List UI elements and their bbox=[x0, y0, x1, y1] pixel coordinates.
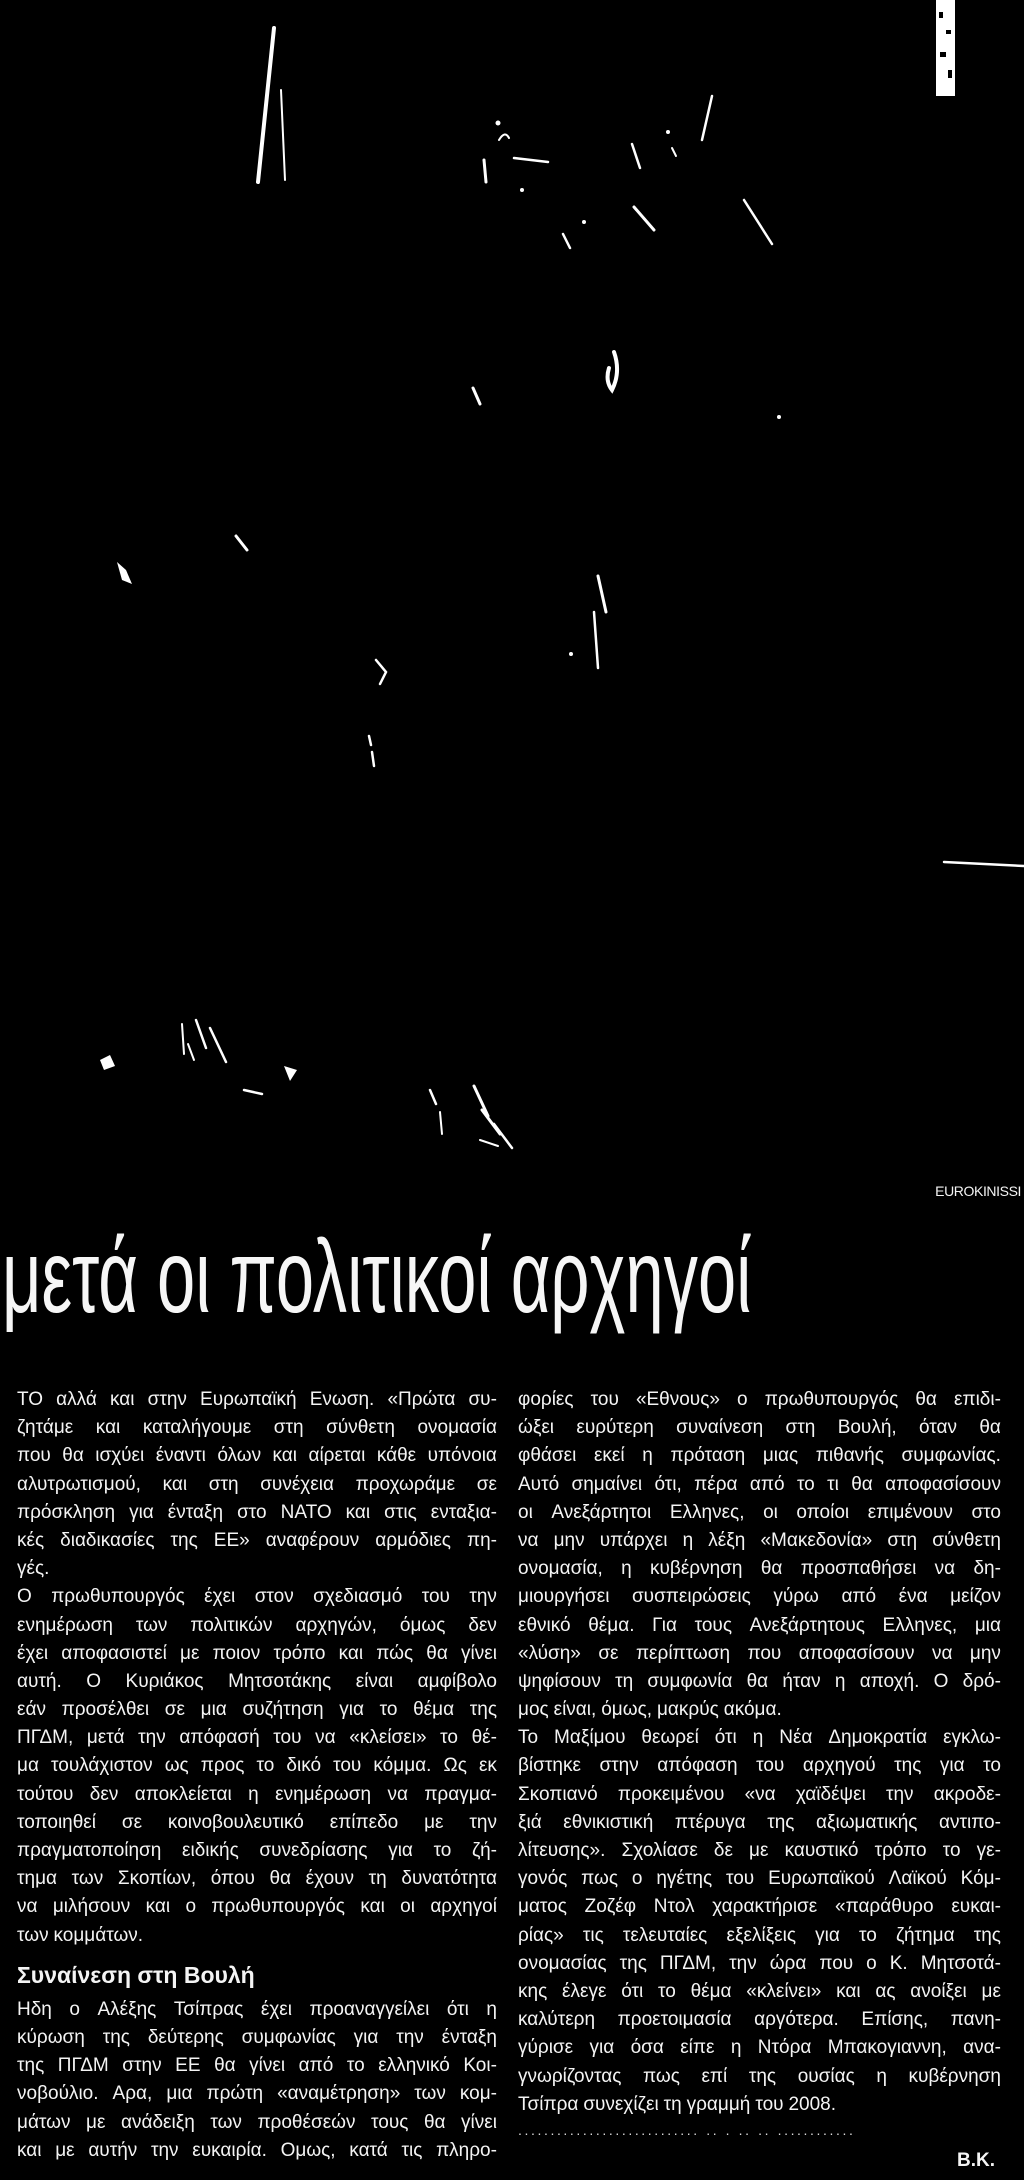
text-line: ΤΟ αλλά και στην Ευρωπαϊκή Ενωση. «Πρώτα συ- bbox=[17, 1389, 497, 1410]
text-line: κές διαδικασίες της ΕΕ» αναφέρουν αρμόδιες πη- bbox=[17, 1529, 497, 1551]
text-line: Σκοπιανό προκειμένου «να χαϊδέψει την ακροδε- bbox=[518, 1783, 1001, 1805]
paragraph bbox=[17, 1996, 497, 2165]
text-line: που θα ισχύει έναντι όλων και αίρεται κάθε υπόνοια bbox=[17, 1445, 497, 1467]
text-line: και με αυτήν την ευκαιρία. Ομως, κατά τις πληρο- bbox=[17, 2139, 497, 2161]
subhead: Συναίνεση στη Βουλή bbox=[17, 1961, 255, 1988]
text-line: οι Ανεξάρτητοι Ελληνες, οι οποίοι επιμένουν στο bbox=[518, 1501, 1001, 1523]
text-line: φθάσει εκεί η πρόταση μιας πιθανής συμφωνίας. bbox=[518, 1445, 1001, 1467]
text-line: «λύση» σε περίπτωση που αποφασίσουν να μην bbox=[518, 1642, 1001, 1664]
text-line: γονός πως ο ηγέτης του Ευρωπαϊκού Λαϊκού Κόμ- bbox=[518, 1868, 1001, 1890]
text-line: κύρωση της δεύτερης συμφωνίας για την ένταξη bbox=[17, 2026, 497, 2048]
text-line: βίστηκε στην απόφαση του αρχηγού της για το bbox=[518, 1755, 1001, 1777]
article-column-right-body bbox=[518, 1386, 1001, 2119]
text-line: τοποιηθεί σε κοινοβουλευτικό επίπεδο με την bbox=[17, 1811, 497, 1833]
text-line: λίτευσης». Σχολίασε δε με καυστικό τρόπο το γε- bbox=[518, 1840, 1001, 1861]
text-line: ενημέρωση των πολιτικών αρχηγών, όμως δεν bbox=[17, 1614, 497, 1636]
text-line: Αυτό σημαίνει ότι, πέρα από το τι θα αποφασίσουν bbox=[518, 1473, 1001, 1495]
text-line: ρίας» τις τελευταίες εξελίξεις για το ζήτημα της bbox=[518, 1924, 1001, 1946]
text-line: να μιλήσουν και ο πρωθυπουργός και οι αρχηγοί bbox=[17, 1896, 497, 1918]
paragraph bbox=[17, 1583, 497, 1949]
text-line: μα τουλάχιστον ως προς το δικό του κόμμα. Ως εκ bbox=[17, 1755, 497, 1777]
text-line: μάτων με ανάδειξη των προθέσεών τους θα γίνει bbox=[17, 2111, 497, 2133]
text-line: μος είναι, όμως, μακρύς ακόμα. bbox=[518, 1699, 782, 1721]
text-line: αυτή. Ο Κυριάκος Μητσοτάκης είναι αμφίβολο bbox=[17, 1670, 497, 1692]
paragraph bbox=[518, 1386, 1001, 1724]
text-line: γές. bbox=[17, 1558, 50, 1580]
text-line: ΠΓΔΜ, μετά την απόφασή του να «κλείσει» το θέ- bbox=[17, 1727, 497, 1749]
text-line: κης έλεγε ότι το θέμα «κλείνει» και ας ανοίξει με bbox=[518, 1980, 1001, 2002]
text-line: τούτου δεν αποκλείεται η ενημέρωση να πραγμα- bbox=[17, 1783, 497, 1805]
text-line: ώξει ευρύτερη συναίνεση στη Βουλή, όταν θα bbox=[518, 1417, 1001, 1439]
text-line: τημα των Σκοπίων, όπου θα έχουν τη δυνατότητα bbox=[17, 1868, 497, 1890]
text-line: ψηφίσουν τη συμφωνία θα ήταν η αποχή. Ο δρό- bbox=[518, 1670, 1001, 1692]
text-line: Τσίπρα συνεχίζει τη γραμμή του 2008. bbox=[518, 2093, 837, 2115]
paragraph bbox=[17, 1386, 497, 1583]
text-line: εάν προσέλθει σε μια συζήτηση για το θέμα της bbox=[17, 1699, 497, 1721]
text-line: καλύτερη προετοιμασία αργότερα. Επίσης, πανη- bbox=[518, 2009, 1001, 2031]
text-line: των κομμάτων. bbox=[17, 1924, 144, 1946]
text-line: φορίες του «Εθνους» ο πρωθυπουργός θα επιδι- bbox=[518, 1389, 1001, 1410]
photo-credit: EUROKINISSI bbox=[935, 1183, 1021, 1199]
text-line: έχει αποφασιστεί με ποιον τρόπο και πώς θα γίνει bbox=[17, 1642, 497, 1664]
text-line: Ο πρωθυπουργός έχει στον σχεδιασμό του την bbox=[17, 1586, 497, 1608]
text-line: ονομασίας της ΠΓΔΜ, την ώρα που ο Κ. Μητσοτά- bbox=[518, 1952, 1001, 1974]
headline: μετά οι πολιτικοί αρχηγοί bbox=[2, 1219, 752, 1335]
text-line: αλυτρωτισμού, και στη συνέχεια προχωράμε σε bbox=[17, 1473, 497, 1495]
dotted-separator: ............................ .. . .. .. ............ bbox=[518, 2121, 856, 2138]
text-line: γνωρίζοντας πως επί της ουσίας η κυβέρνηση bbox=[518, 2065, 1001, 2087]
text-line: πραγματοποίηση ειδικής συνεδρίασης για το ζή- bbox=[17, 1840, 497, 1861]
text-line: να μην υπάρχει η λέξη «Μακεδονία» στη σύνθετη bbox=[518, 1529, 1001, 1551]
article-column-left bbox=[17, 1386, 497, 2165]
text-line: ζητάμε και καταλήγουμε στη σύνθετη ονομασία bbox=[17, 1417, 497, 1439]
text-line: ξιά εθνικιστική πτέρυγα της αξιωματικής αντιπο- bbox=[518, 1811, 1001, 1833]
paragraph bbox=[518, 1724, 1001, 2119]
text-line: Ηδη ο Αλέξης Τσίπρας έχει προαναγγείλει ότι η bbox=[17, 1998, 497, 2020]
text-line: ονομασία, η κυβέρνηση θα προσπαθήσει να δη- bbox=[518, 1558, 1001, 1580]
text-line: της ΠΓΔΜ στην ΕΕ θα γίνει από το ελληνικό Κοι- bbox=[17, 2055, 497, 2077]
text-line: γύρισε για όσα είπε η Ντόρα Μπακογιαννη, ανα- bbox=[518, 2037, 1001, 2059]
text-line: μιουργήσει συσπειρώσεις γύρω από ένα μείζον bbox=[518, 1586, 1001, 1608]
author-initials: Β.Κ. bbox=[957, 2150, 995, 2172]
text-line: ματος Ζοζέφ Ντολ χαρακτήρισε «παράθυρο ευκαι- bbox=[518, 1896, 1001, 1918]
text-line: νοβούλιο. Αρα, μια πρώτη «αναμέτρηση» των κομ- bbox=[17, 2083, 497, 2105]
text-line: εθνικό θέμα. Για τους Ανεξάρτητους Ελληνες, μια bbox=[518, 1614, 1001, 1636]
article-column-right bbox=[518, 1386, 1001, 2175]
text-line: Το Μαξίμου θεωρεί ότι η Νέα Δημοκρατία εγκλω- bbox=[518, 1727, 1001, 1749]
text-line: πρόσκληση για ένταξη στο ΝΑΤΟ και στις ενταξια- bbox=[17, 1501, 497, 1523]
